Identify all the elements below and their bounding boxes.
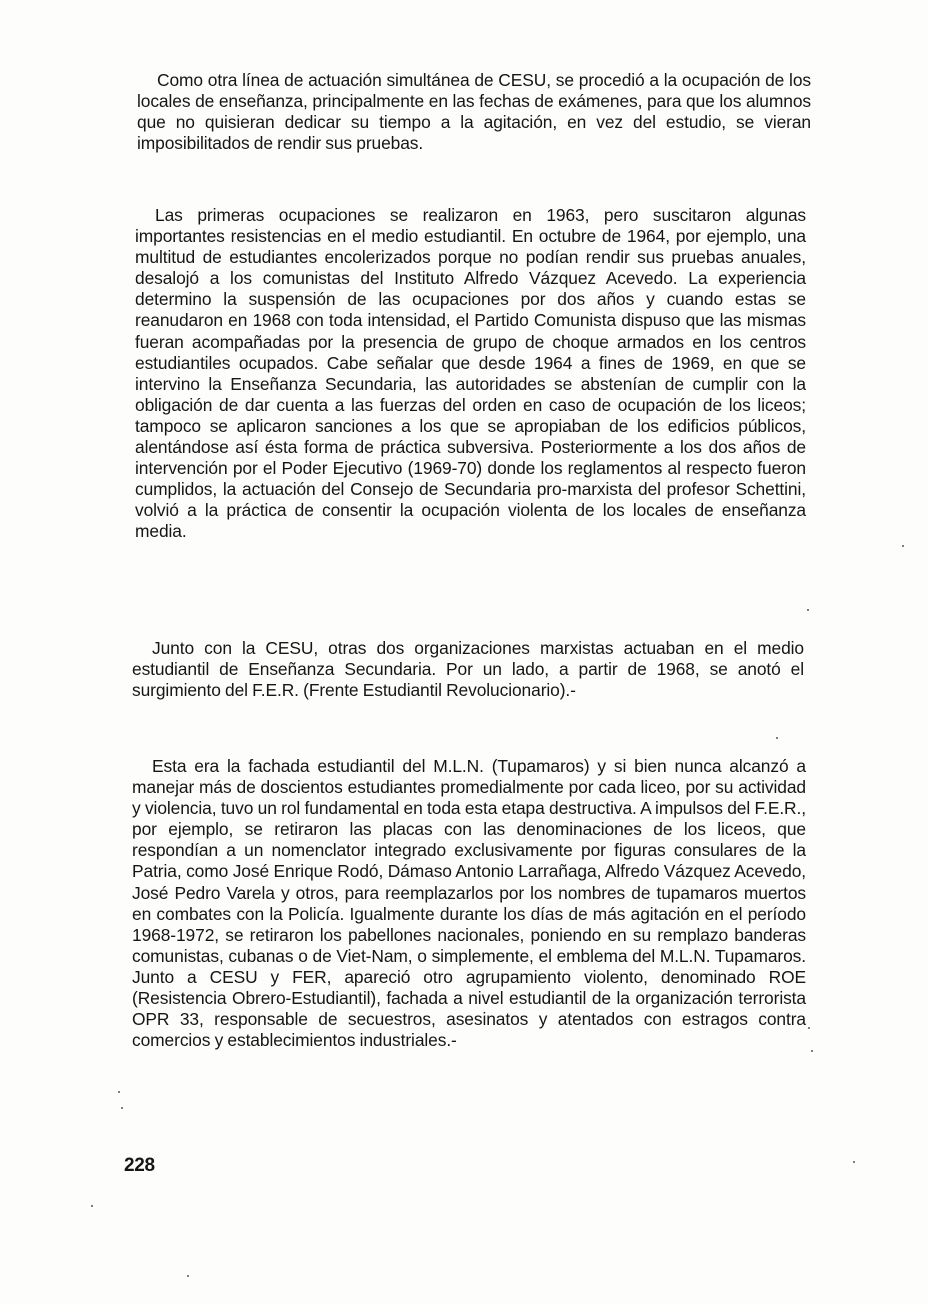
scan-speck — [808, 1027, 810, 1029]
scan-speck — [902, 545, 904, 547]
paragraph-text: Esta era la fachada estudiantil del M.L.N. (Tupamaros) y si bien nunca alcanzó a manejar más de doscientos estudiantes promedialmente por cada liceo, por su actividad y violencia, tuvo un rol fundamental en toda esta etapa destructiva. A impulsos del F.E.R., por ejemplo, se retiraron las placas con las denominaciones de los liceos, que respondían a un nomenclator integrado exclusivamente por figuras consulares de la Patria, como José Enrique Rodó, Dámaso Antonio Larrañaga, Alfredo Vázquez Acevedo, José Pedro Varela y otros, para reemplazarlos por los nombres de tupamaros muertos en combates con la Policía. Igualmente durante los días de más agitación en el período 1968-1972, se retiraron los pabellones nacionales, poniendo en su remplazo banderas comunistas, cubanas o de Viet-Nam, o simplemente, el emblema del M.L.N. Tupamaros. Junto a CESU y FER, apareció otro agrupamiento violento, denominado ROE (Resistencia Obrero-Estudiantil), fachada a nivel estudiantil de la organización terrorista OPR 33, responsable de secuestros, asesinatos y atentados con estragos contra comercios y establecimientos industriales.- — [132, 756, 806, 1051]
paragraph-text: Junto con la CESU, otras dos organizaciones marxistas actuaban en el medio estudiantil de Enseñanza Secundaria. Por un lado, a partir de 1968, se anotó el surgimiento del F.E.R. (Frente Estudiantil Revolucionario).- — [132, 638, 804, 701]
paragraph-text: Las primeras ocupaciones se realizaron en 1963, pero suscitaron algunas importantes resistencias en el medio estudiantil. En octubre de 1964, por ejemplo, una multitud de estudiantes encolerizados porque no podían rendir sus pruebas anuales, desalojó a los comunistas del Instituto Alfredo Vázquez Acevedo. La experiencia determino la suspensión de las ocupaciones por dos años y cuando estas se reanudaron en 1968 con toda intensidad, el Partido Comunista dispuso que las mismas fueran acompañadas por la presencia de grupo de choque armados en los centros estudiantiles ocupados. Cabe señalar que desde 1964 a fines de 1969, en que se intervino la Enseñanza Secundaria, las autoridades se abstenían de cumplir con la obligación de dar cuenta a las fuerzas del orden en caso de ocupación de los liceos; tampoco se aplicaron sanciones a los que se apropiaban de los edificios públicos, alentándose así ésta forma de práctica subversiva. Posteriormente a los dos años de intervención por el Poder Ejecutivo (1969-70) donde los reglamentos al respecto fueron cumplidos, la actuación del Consejo de Secundaria pro-marxista del profesor Schettini, volvió a la práctica de consentir la ocupación violenta de los locales de enseñanza media. — [135, 205, 806, 542]
scan-speck — [91, 1205, 93, 1207]
scan-speck — [807, 609, 809, 611]
scan-speck — [187, 1275, 189, 1277]
scan-speck — [121, 1107, 123, 1109]
paragraph-text: Como otra línea de actuación simultánea de CESU, se procedió a la ocupación de los locales de enseñanza, principalmente en las fechas de exámenes, para que los alumnos que no quisieran dedicar su tiempo a la agitación, en vez del estudio, se vieran imposibilitados de rendir sus pruebas. — [137, 70, 811, 154]
paragraph-fachada-mln — [132, 756, 806, 1051]
scan-speck — [853, 1161, 855, 1163]
paragraph-organizaciones-marxistas — [132, 638, 804, 701]
page-number: 228 — [124, 1155, 155, 1176]
scan-speck — [811, 1050, 813, 1052]
paragraph-ocupacion-locales — [137, 70, 811, 154]
paragraph-primeras-ocupaciones — [135, 205, 806, 543]
scan-speck — [776, 737, 778, 739]
scan-speck — [118, 1091, 120, 1093]
